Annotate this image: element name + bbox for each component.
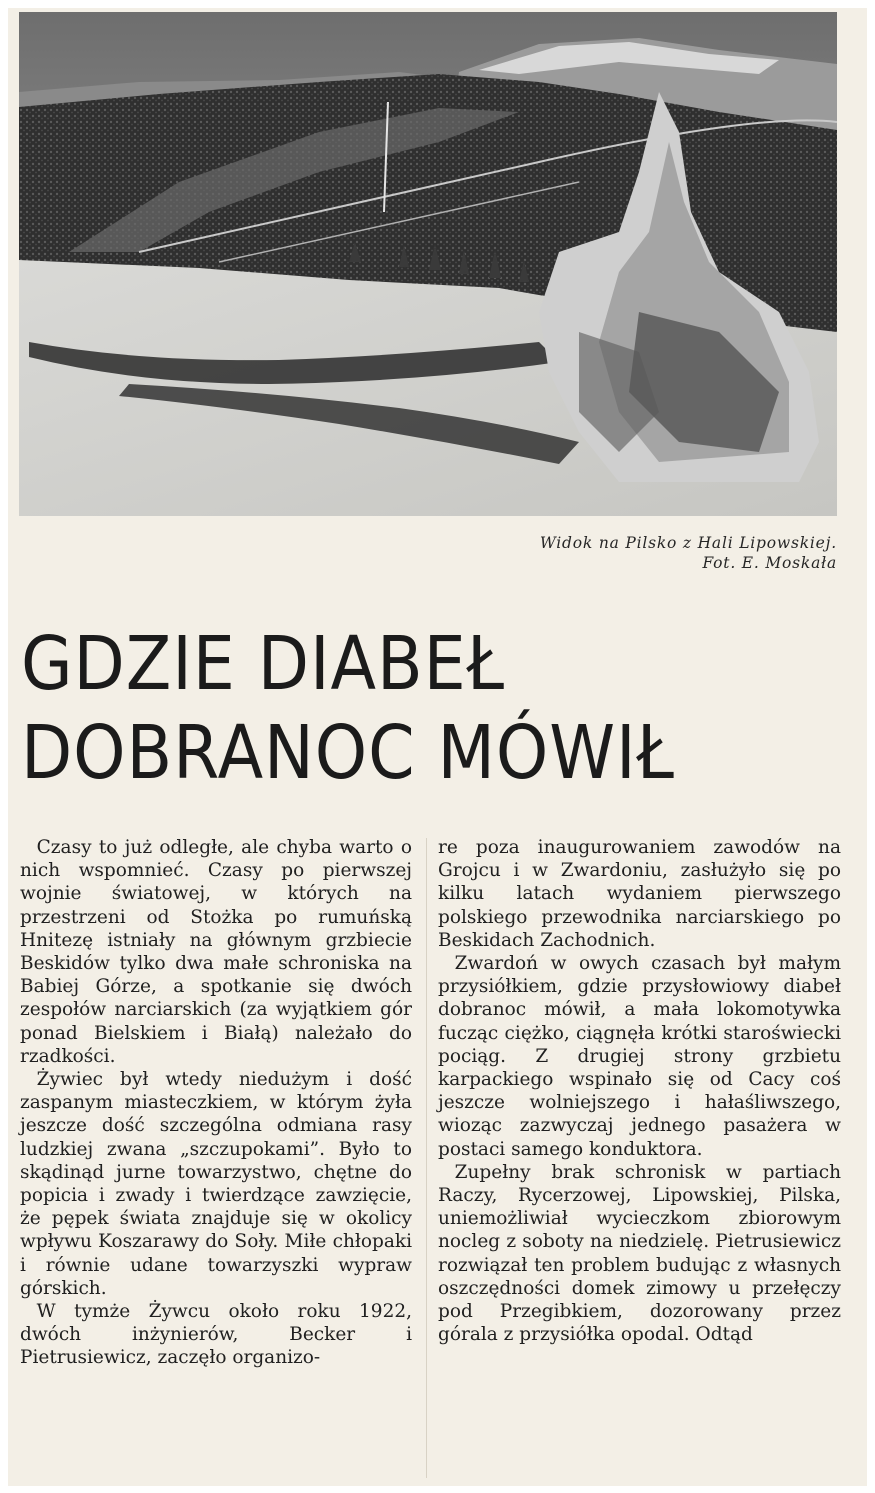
paragraph: Żywiec był wtedy niedużym i dość zaspanym miasteczkiem, w którym żyła jeszcze dość szczególna odmiana rasy ludzkiej zwana „szczupokami”. Było to skądinąd jurne towarzystwo, chętne do popicia i zwady i twierdzące zawzięcie, że pępek świata znajduje się w okolicy wpływu Koszarawy do Soły. Miłe chłopaki i równie udane towarzyszki wypraw górskich. — [20, 1069, 412, 1299]
caption-description: Widok na Pilsko z Hali Lipowskiej. — [539, 534, 837, 552]
article-title — [21, 620, 675, 798]
title-line-1: GDZIE DIABEŁ — [21, 621, 505, 707]
title-line-2: DOBRANOC MÓWIŁ — [21, 710, 675, 796]
photo-caption — [540, 533, 837, 573]
paragraph: Zupełny brak schronisk w partiach Raczy, Rycerzowej, Lipowskiej, Pilska, uniemożliwiał wycieczkom zbiorowym nocleg z soboty na niedzielę. Pietrusiewicz rozwiązał ten problem budując z własnych oszczędności domek zimowy u przełęczy pod Przegibkiem, dozorowany przez górala z przysiółka opodal. Odtąd — [438, 1161, 841, 1346]
article-column-right — [438, 836, 841, 1346]
paragraph: Zwardoń w owych czasach był małym przysiółkiem, gdzie przysłowiowy diabeł dobranoc mówił, a mała lokomotywka fucząc ciężko, ciągnęła krótki staroświecki pociąg. Z drugiej strony grzbietu karpackiego wspinało się od Cacy coś jeszcze wolniejszego i hałaśliwszego, wioząc zazwyczaj jednego pasażera w postaci samego konduktora. — [438, 953, 841, 1160]
caption-credit: Fot. E. Moskała — [702, 554, 837, 572]
paragraph: re poza inaugurowaniem zawodów na Grojcu i w Zwardoniu, zasłużyło się po kilku latach wydaniem pierwszego polskiego przewodnika narciarskiego po Beskidach Zachodnich. — [438, 837, 841, 951]
paragraph: Czasy to już odległe, ale chyba warto o nich wspomnieć. Czasy po pierwszej wojnie światowej, w których na przestrzeni od Stożka po rumuńską Hnitezę istniały na głównym grzbiecie Beskidów tylko dwa małe schroniska na Babiej Górze, a spotkanie się dwóch zespołów narciarskich (za wyjątkiem gór ponad Bielskiem i Białą) należało do rzadkości. — [20, 837, 412, 1067]
mountain-snow-image — [19, 12, 837, 516]
paragraph: W tymże Żywcu około roku 1922, dwóch inżynierów, Becker i Pietrusiewicz, zaczęło organizo- — [20, 1301, 412, 1369]
magazine-page — [8, 8, 867, 1486]
article-column-left — [20, 836, 412, 1370]
column-divider — [426, 838, 427, 1478]
landscape-photo — [19, 12, 837, 516]
